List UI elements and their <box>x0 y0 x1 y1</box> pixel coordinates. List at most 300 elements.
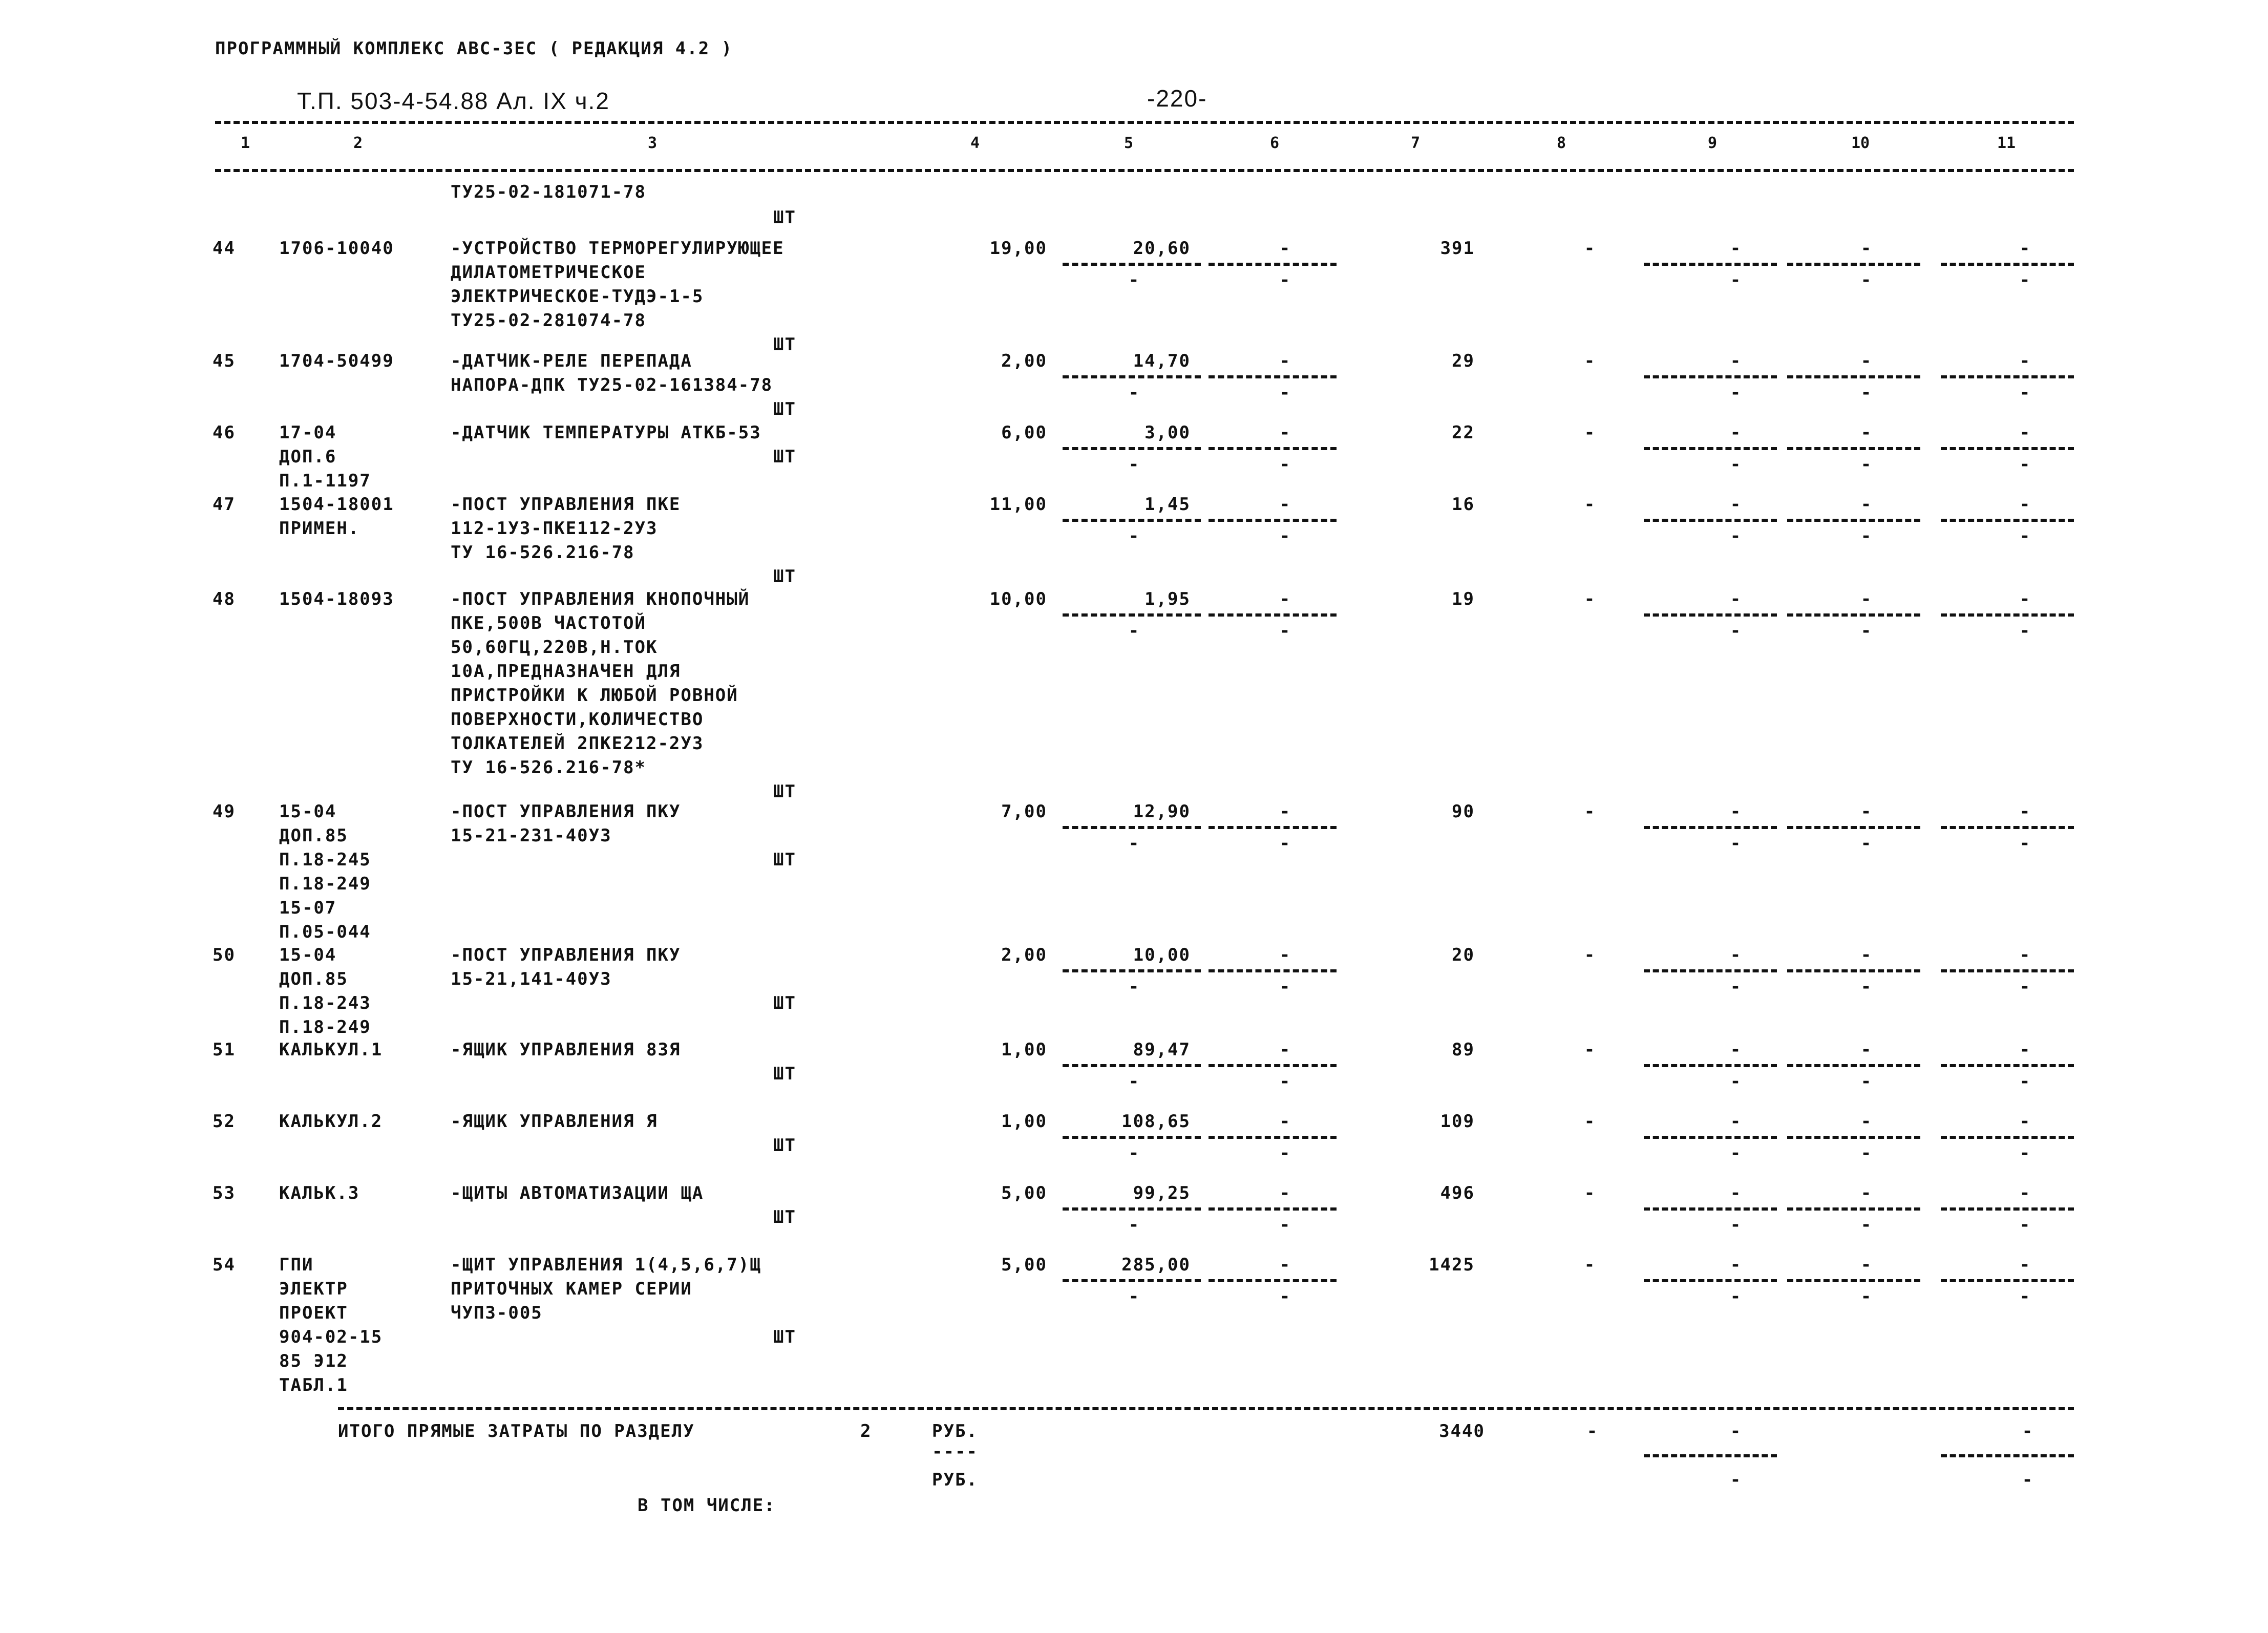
row-name-line: -ПОСТ УПРАВЛЕНИЯ ПКУ <box>451 945 681 965</box>
row-quantity: 2,00 <box>1001 351 1047 371</box>
row-col-9-lower-mark: - <box>1730 454 1742 475</box>
col-header-11: 11 <box>1997 134 2016 152</box>
row-unit: ШТ <box>773 399 796 419</box>
row-col-9: - <box>1730 801 1742 822</box>
row-col-10-lower-mark: - <box>1860 1215 1873 1235</box>
row-rule-c10 <box>1787 447 1920 450</box>
row-col-9-lower-mark: - <box>1730 270 1742 290</box>
row-col-6-lower-mark: - <box>1279 1143 1291 1163</box>
row-col-6: - <box>1279 238 1291 259</box>
row-name-line: ПРИСТРОЙКИ К ЛЮБОЙ РОВНОЙ <box>451 685 738 706</box>
row-col-6: - <box>1279 589 1291 609</box>
row-number: 53 <box>213 1183 236 1203</box>
row-col-9-lower-mark: - <box>1730 1215 1742 1235</box>
row-col-9-lower-mark: - <box>1730 833 1742 854</box>
summary-total: 3440 <box>1439 1421 1485 1441</box>
row-col-9-lower-mark: - <box>1730 1286 1742 1307</box>
row-unit-price: 108,65 <box>1121 1111 1191 1132</box>
row-col-6-lower-mark: - <box>1279 977 1291 997</box>
row-name-line: 15-21,141-40У3 <box>451 969 612 989</box>
row-code-line: 17-04 <box>279 422 337 443</box>
row-rule-c10 <box>1787 826 1920 829</box>
summary-unit-1: РУБ. <box>932 1421 978 1441</box>
row-code-line: 15-07 <box>279 898 337 918</box>
summary-col-9: - <box>1730 1421 1742 1441</box>
row-col-8: - <box>1584 494 1596 515</box>
row-name-line: ТУ25-02-281074-78 <box>451 310 646 331</box>
row-col-6: - <box>1279 1040 1291 1060</box>
row-unit-price: 89,47 <box>1133 1040 1191 1060</box>
row-unit: ШТ <box>773 1064 796 1084</box>
row-total: 22 <box>1452 422 1475 443</box>
row-quantity: 5,00 <box>1001 1255 1047 1275</box>
page-number: -220- <box>1147 85 1207 112</box>
row-quantity: 19,00 <box>989 238 1047 259</box>
row-number: 51 <box>213 1040 236 1060</box>
row-code-line: 15-04 <box>279 801 337 822</box>
col-header-4: 4 <box>970 134 980 152</box>
row-quantity: 1,00 <box>1001 1040 1047 1060</box>
row-unit: ШТ <box>773 1207 796 1227</box>
row-col-10-lower-mark: - <box>1860 454 1873 475</box>
row-col-6: - <box>1279 422 1291 443</box>
row-rule-c6 <box>1209 1279 1337 1282</box>
row-code-line: 904-02-15 <box>279 1327 383 1347</box>
row-name-line: -ПОСТ УПРАВЛЕНИЯ КНОПОЧНЫЙ <box>451 589 750 609</box>
row-col-9: - <box>1730 1040 1742 1060</box>
row-col-9: - <box>1730 589 1742 609</box>
row-col-6-lower-mark: - <box>1279 1286 1291 1307</box>
row-col-8: - <box>1584 1111 1596 1132</box>
row-rule-c11 <box>1941 969 2074 972</box>
row-col-11: - <box>2019 351 2031 371</box>
row-rule-c10 <box>1787 1136 1920 1139</box>
row-code-line: 15-04 <box>279 945 337 965</box>
row-number: 48 <box>213 589 236 609</box>
summary-col-11-bottom: - <box>2022 1470 2034 1490</box>
row-name-line: 15-21-231-40У3 <box>451 825 612 846</box>
row-col-9-lower-mark: - <box>1730 383 1742 403</box>
row-code-line: ЭЛЕКТР <box>279 1279 348 1299</box>
row-unit: ШТ <box>773 1327 796 1347</box>
row-name-line: -ЯЩИК УПРАВЛЕНИЯ 83Я <box>451 1040 681 1060</box>
row-col-11: - <box>2019 238 2031 259</box>
row-col-9: - <box>1730 945 1742 965</box>
row-name-line: 50,60ГЦ,220В,Н.ТОК <box>451 637 658 658</box>
col-header-6: 6 <box>1270 134 1280 152</box>
row-col-10: - <box>1860 351 1873 371</box>
summary-col-9-bottom: - <box>1730 1470 1742 1490</box>
row-name-line: ПОВЕРХНОСТИ,КОЛИЧЕСТВО <box>451 709 704 730</box>
row-rule-c11 <box>1941 1207 2074 1211</box>
row-total: 19 <box>1452 589 1475 609</box>
summary-unit-separator: ---- <box>932 1441 978 1462</box>
row-col-10: - <box>1860 494 1873 515</box>
row-total: 1425 <box>1429 1255 1475 1275</box>
row-col-9: - <box>1730 1255 1742 1275</box>
row-rule-price <box>1063 447 1201 450</box>
row-code-line: ПРИМЕН. <box>279 518 360 539</box>
row-col-11-lower-mark: - <box>2019 1071 2031 1092</box>
row-rule-c9 <box>1644 1207 1777 1211</box>
summary-unit-2: РУБ. <box>932 1470 978 1490</box>
row-col-10: - <box>1860 1255 1873 1275</box>
row-rule-c11 <box>1941 263 2074 266</box>
row-col-11: - <box>2019 494 2031 515</box>
row-code-line: ДОП.85 <box>279 969 348 989</box>
row-col-11: - <box>2019 589 2031 609</box>
row-number: 52 <box>213 1111 236 1132</box>
row-rule-c10 <box>1787 1207 1920 1211</box>
row-col-6: - <box>1279 945 1291 965</box>
row-col-11: - <box>2019 422 2031 443</box>
row-price-lower-mark: - <box>1128 270 1140 290</box>
row-quantity: 1,00 <box>1001 1111 1047 1132</box>
row-rule-price <box>1063 826 1201 829</box>
row-rule-c10 <box>1787 1279 1920 1282</box>
row-col-9-lower-mark: - <box>1730 977 1742 997</box>
row-col-6-lower-mark: - <box>1279 1071 1291 1092</box>
row-rule-c10 <box>1787 375 1920 378</box>
row-code-line: КАЛЬК.3 <box>279 1183 360 1203</box>
col-header-9: 9 <box>1708 134 1718 152</box>
row-rule-c10 <box>1787 263 1920 266</box>
row-rule-c11 <box>1941 826 2074 829</box>
row-col-6-lower-mark: - <box>1279 383 1291 403</box>
row-col-11: - <box>2019 1111 2031 1132</box>
row-col-6-lower-mark: - <box>1279 454 1291 475</box>
row-code-line: 1706-10040 <box>279 238 394 259</box>
row-name-line: ПРИТОЧНЫХ КАМЕР СЕРИИ <box>451 1279 692 1299</box>
row-col-11-lower-mark: - <box>2019 977 2031 997</box>
summary-col-8: - <box>1586 1421 1599 1441</box>
row-rule-c9 <box>1644 263 1777 266</box>
row-col-6: - <box>1279 494 1291 515</box>
row-col-9-lower-mark: - <box>1730 526 1742 546</box>
row-col-11-lower-mark: - <box>2019 383 2031 403</box>
row-rule-c10 <box>1787 969 1920 972</box>
row-name-line: ЭЛЕКТРИЧЕСКОЕ-ТУДЭ-1-5 <box>451 286 704 307</box>
row-col-8: - <box>1584 422 1596 443</box>
row-total: 16 <box>1452 494 1475 515</box>
row-col-11: - <box>2019 945 2031 965</box>
row-col-8: - <box>1584 589 1596 609</box>
row-code-line: П.05-044 <box>279 922 371 942</box>
summary-top-rule <box>338 1407 2074 1410</box>
row-rule-c6 <box>1209 263 1337 266</box>
row-rule-c9 <box>1644 375 1777 378</box>
row-price-lower-mark: - <box>1128 621 1140 641</box>
row-quantity: 7,00 <box>1001 801 1047 822</box>
row-quantity: 10,00 <box>989 589 1047 609</box>
summary-label: ИТОГО ПРЯМЫЕ ЗАТРАТЫ ПО РАЗДЕЛУ <box>338 1421 695 1441</box>
row-col-8: - <box>1584 945 1596 965</box>
document-code: Т.П. 503-4-54.88 Ал. IX ч.2 <box>297 88 610 114</box>
row-rule-c6 <box>1209 969 1337 972</box>
row-col-9-lower-mark: - <box>1730 621 1742 641</box>
col-header-5: 5 <box>1124 134 1134 152</box>
row-rule-c11 <box>1941 1064 2074 1067</box>
row-col-11: - <box>2019 1183 2031 1203</box>
row-code-line: 1504-18001 <box>279 494 394 515</box>
row-name-line: 10А,ПРЕДНАЗНАЧЕН ДЛЯ <box>451 661 681 682</box>
row-unit: ШТ <box>773 207 796 228</box>
row-price-lower-mark: - <box>1128 1286 1140 1307</box>
row-rule-price <box>1063 613 1201 617</box>
row-col-10: - <box>1860 1111 1873 1132</box>
row-col-10-lower-mark: - <box>1860 977 1873 997</box>
row-rule-c11 <box>1941 1136 2074 1139</box>
row-col-11: - <box>2019 1040 2031 1060</box>
row-col-10-lower-mark: - <box>1860 383 1873 403</box>
row-col-10-lower-mark: - <box>1860 270 1873 290</box>
row-rule-price <box>1063 263 1201 266</box>
row-col-6-lower-mark: - <box>1279 1215 1291 1235</box>
row-name-line: -ДАТЧИК-РЕЛЕ ПЕРЕПАДА <box>451 351 692 371</box>
row-col-11-lower-mark: - <box>2019 621 2031 641</box>
row-code-line: ДОП.6 <box>279 447 337 467</box>
table-top-rule <box>215 121 2074 124</box>
row-rule-price <box>1063 969 1201 972</box>
row-col-8: - <box>1584 1183 1596 1203</box>
row-col-11-lower-mark: - <box>2019 270 2031 290</box>
row-col-10-lower-mark: - <box>1860 833 1873 854</box>
row-number: 54 <box>213 1255 236 1275</box>
row-unit: ШТ <box>773 566 796 587</box>
row-rule-c6 <box>1209 1207 1337 1211</box>
row-col-6: - <box>1279 1111 1291 1132</box>
row-rule-c10 <box>1787 613 1920 617</box>
row-col-6-lower-mark: - <box>1279 270 1291 290</box>
row-rule-price <box>1063 375 1201 378</box>
row-name-line: ПКЕ,500В ЧАСТОТОЙ <box>451 613 646 633</box>
row-quantity: 5,00 <box>1001 1183 1047 1203</box>
col-header-2: 2 <box>353 134 363 152</box>
row-name-line: НАПОРА-ДПК ТУ25-02-161384-78 <box>451 375 773 395</box>
row-rule-c11 <box>1941 519 2074 522</box>
row-rule-c9 <box>1644 613 1777 617</box>
row-total: 109 <box>1440 1111 1475 1132</box>
row-number: 49 <box>213 801 236 822</box>
row-unit: ШТ <box>773 1135 796 1156</box>
row-col-10: - <box>1860 238 1873 259</box>
row-number: 47 <box>213 494 236 515</box>
row-rule-price <box>1063 1279 1201 1282</box>
row-rule-c9 <box>1644 969 1777 972</box>
row-col-10-lower-mark: - <box>1860 621 1873 641</box>
row-col-9-lower-mark: - <box>1730 1071 1742 1092</box>
row-col-11-lower-mark: - <box>2019 454 2031 475</box>
row-total: 20 <box>1452 945 1475 965</box>
row-code-line: 1504-18093 <box>279 589 394 609</box>
row-unit-price: 285,00 <box>1121 1255 1191 1275</box>
row-rule-c10 <box>1787 1064 1920 1067</box>
row-unit-price: 10,00 <box>1133 945 1191 965</box>
row-rule-price <box>1063 1064 1201 1067</box>
row-col-11-lower-mark: - <box>2019 833 2031 854</box>
row-price-lower-mark: - <box>1128 383 1140 403</box>
row-col-10-lower-mark: - <box>1860 1143 1873 1163</box>
row-col-9: - <box>1730 494 1742 515</box>
row-number: 45 <box>213 351 236 371</box>
row-price-lower-mark: - <box>1128 526 1140 546</box>
row-col-9: - <box>1730 351 1742 371</box>
row-price-lower-mark: - <box>1128 833 1140 854</box>
row-col-11: - <box>2019 801 2031 822</box>
row-col-9: - <box>1730 1183 1742 1203</box>
row-number: 50 <box>213 945 236 965</box>
row-price-lower-mark: - <box>1128 1071 1140 1092</box>
row-unit-price: 3,00 <box>1144 422 1191 443</box>
row-col-10-lower-mark: - <box>1860 1071 1873 1092</box>
row-col-6-lower-mark: - <box>1279 621 1291 641</box>
row-code-line: КАЛЬКУЛ.1 <box>279 1040 383 1060</box>
program-line: ПРОГРАММНЫЙ КОМПЛЕКС АВС-3ЕС ( РЕДАКЦИЯ 4.2 ) <box>215 38 733 59</box>
row-name-line: 112-1У3-ПКЕ112-2У3 <box>451 518 658 539</box>
col-header-8: 8 <box>1557 134 1566 152</box>
row-col-9: - <box>1730 238 1742 259</box>
row-unit: ШТ <box>773 781 796 802</box>
row-rule-c9 <box>1644 1064 1777 1067</box>
row-col-8: - <box>1584 1040 1596 1060</box>
summary-section: 2 <box>860 1421 872 1441</box>
row-unit-price: 1,45 <box>1144 494 1191 515</box>
row-name-line: -ЯЩИК УПРАВЛЕНИЯ Я <box>451 1111 658 1132</box>
row-name-line: ДИЛАТОМЕТРИЧЕСКОЕ <box>451 262 646 283</box>
row-col-10: - <box>1860 422 1873 443</box>
row-unit-price: 20,60 <box>1133 238 1191 259</box>
row-rule-c6 <box>1209 375 1337 378</box>
row-col-11-lower-mark: - <box>2019 1286 2031 1307</box>
row-rule-c11 <box>1941 447 2074 450</box>
row-code-line: П.1-1197 <box>279 471 371 491</box>
row-unit-price: 14,70 <box>1133 351 1191 371</box>
row-rule-c6 <box>1209 1064 1337 1067</box>
row-unit-price: 12,90 <box>1133 801 1191 822</box>
row-unit: ШТ <box>773 334 796 355</box>
row-rule-c9 <box>1644 519 1777 522</box>
row-name-line: -ЩИТ УПРАВЛЕНИЯ 1(4,5,6,7)Щ <box>451 1255 761 1275</box>
col-header-1: 1 <box>241 134 250 152</box>
row-rule-c11 <box>1941 613 2074 617</box>
row-col-10-lower-mark: - <box>1860 526 1873 546</box>
row-unit-price: 1,95 <box>1144 589 1191 609</box>
row-col-6: - <box>1279 1255 1291 1275</box>
row-col-11-lower-mark: - <box>2019 526 2031 546</box>
row-price-lower-mark: - <box>1128 1215 1140 1235</box>
row-code-line: 1704-50499 <box>279 351 394 371</box>
col-header-7: 7 <box>1411 134 1421 152</box>
row-col-10: - <box>1860 1040 1873 1060</box>
row-col-6: - <box>1279 1183 1291 1203</box>
row-name-line: ТОЛКАТЕЛЕЙ 2ПКЕ212-2У3 <box>451 733 704 754</box>
row-col-9: - <box>1730 422 1742 443</box>
row-col-6: - <box>1279 351 1291 371</box>
summary-col-11: - <box>2022 1421 2034 1441</box>
row-name-line: -УСТРОЙСТВО ТЕРМОРЕГУЛИРУЮЩЕЕ <box>451 238 785 259</box>
row-total: 29 <box>1452 351 1475 371</box>
row-name-line: ТУ 16-526.216-78* <box>451 757 646 778</box>
row-unit-price: 99,25 <box>1133 1183 1191 1203</box>
row-total: 496 <box>1440 1183 1475 1203</box>
row-code-line: П.18-249 <box>279 1017 371 1037</box>
row-name-line: ТУ25-02-181071-78 <box>451 182 646 202</box>
row-col-11-lower-mark: - <box>2019 1215 2031 1235</box>
row-rule-c10 <box>1787 519 1920 522</box>
row-code-line: П.18-245 <box>279 850 371 870</box>
row-rule-c9 <box>1644 1136 1777 1139</box>
row-rule-c6 <box>1209 1136 1337 1139</box>
summary-col-9-rule <box>1644 1454 1777 1457</box>
col-header-10: 10 <box>1851 134 1870 152</box>
row-col-10: - <box>1860 801 1873 822</box>
row-rule-c6 <box>1209 447 1337 450</box>
row-total: 90 <box>1452 801 1475 822</box>
row-code-line: ДОП.85 <box>279 825 348 846</box>
row-col-6-lower-mark: - <box>1279 833 1291 854</box>
row-rule-c11 <box>1941 375 2074 378</box>
row-code-line: КАЛЬКУЛ.2 <box>279 1111 383 1132</box>
row-rule-c11 <box>1941 1279 2074 1282</box>
row-code-line: 85 Э12 <box>279 1351 348 1371</box>
row-code-line: ПРОЕКТ <box>279 1303 348 1323</box>
row-price-lower-mark: - <box>1128 1143 1140 1163</box>
row-col-8: - <box>1584 238 1596 259</box>
row-price-lower-mark: - <box>1128 977 1140 997</box>
row-name-line: -ПОСТ УПРАВЛЕНИЯ ПКЕ <box>451 494 681 515</box>
row-number: 44 <box>213 238 236 259</box>
row-total: 89 <box>1452 1040 1475 1060</box>
row-name-line: -ЩИТЫ АВТОМАТИЗАЦИИ ЩА <box>451 1183 704 1203</box>
row-code-line: П.18-249 <box>279 874 371 894</box>
row-col-10: - <box>1860 945 1873 965</box>
row-col-8: - <box>1584 351 1596 371</box>
row-price-lower-mark: - <box>1128 454 1140 475</box>
row-rule-price <box>1063 1136 1201 1139</box>
row-col-10: - <box>1860 1183 1873 1203</box>
row-name-line: -ПОСТ УПРАВЛЕНИЯ ПКУ <box>451 801 681 822</box>
row-unit: ШТ <box>773 447 796 467</box>
row-rule-price <box>1063 519 1201 522</box>
row-col-6: - <box>1279 801 1291 822</box>
col-header-3: 3 <box>648 134 658 152</box>
row-code-line: ГПИ <box>279 1255 314 1275</box>
row-quantity: 6,00 <box>1001 422 1047 443</box>
row-col-6-lower-mark: - <box>1279 526 1291 546</box>
row-number: 46 <box>213 422 236 443</box>
row-col-10: - <box>1860 589 1873 609</box>
row-code-line: ТАБЛ.1 <box>279 1375 348 1395</box>
row-rule-c6 <box>1209 826 1337 829</box>
row-code-line: П.18-243 <box>279 993 371 1013</box>
footer-text: В ТОМ ЧИСЛЕ: <box>638 1495 776 1516</box>
row-col-8: - <box>1584 1255 1596 1275</box>
row-rule-c9 <box>1644 1279 1777 1282</box>
header-bottom-rule <box>215 169 2074 172</box>
row-rule-c9 <box>1644 447 1777 450</box>
row-quantity: 2,00 <box>1001 945 1047 965</box>
row-name-line: ТУ 16-526.216-78 <box>451 542 635 563</box>
row-col-10-lower-mark: - <box>1860 1286 1873 1307</box>
row-total: 391 <box>1440 238 1475 259</box>
row-unit: ШТ <box>773 993 796 1013</box>
row-col-11: - <box>2019 1255 2031 1275</box>
row-unit: ШТ <box>773 850 796 870</box>
row-rule-c6 <box>1209 613 1337 617</box>
row-rule-c9 <box>1644 826 1777 829</box>
row-rule-c6 <box>1209 519 1337 522</box>
row-quantity: 11,00 <box>989 494 1047 515</box>
